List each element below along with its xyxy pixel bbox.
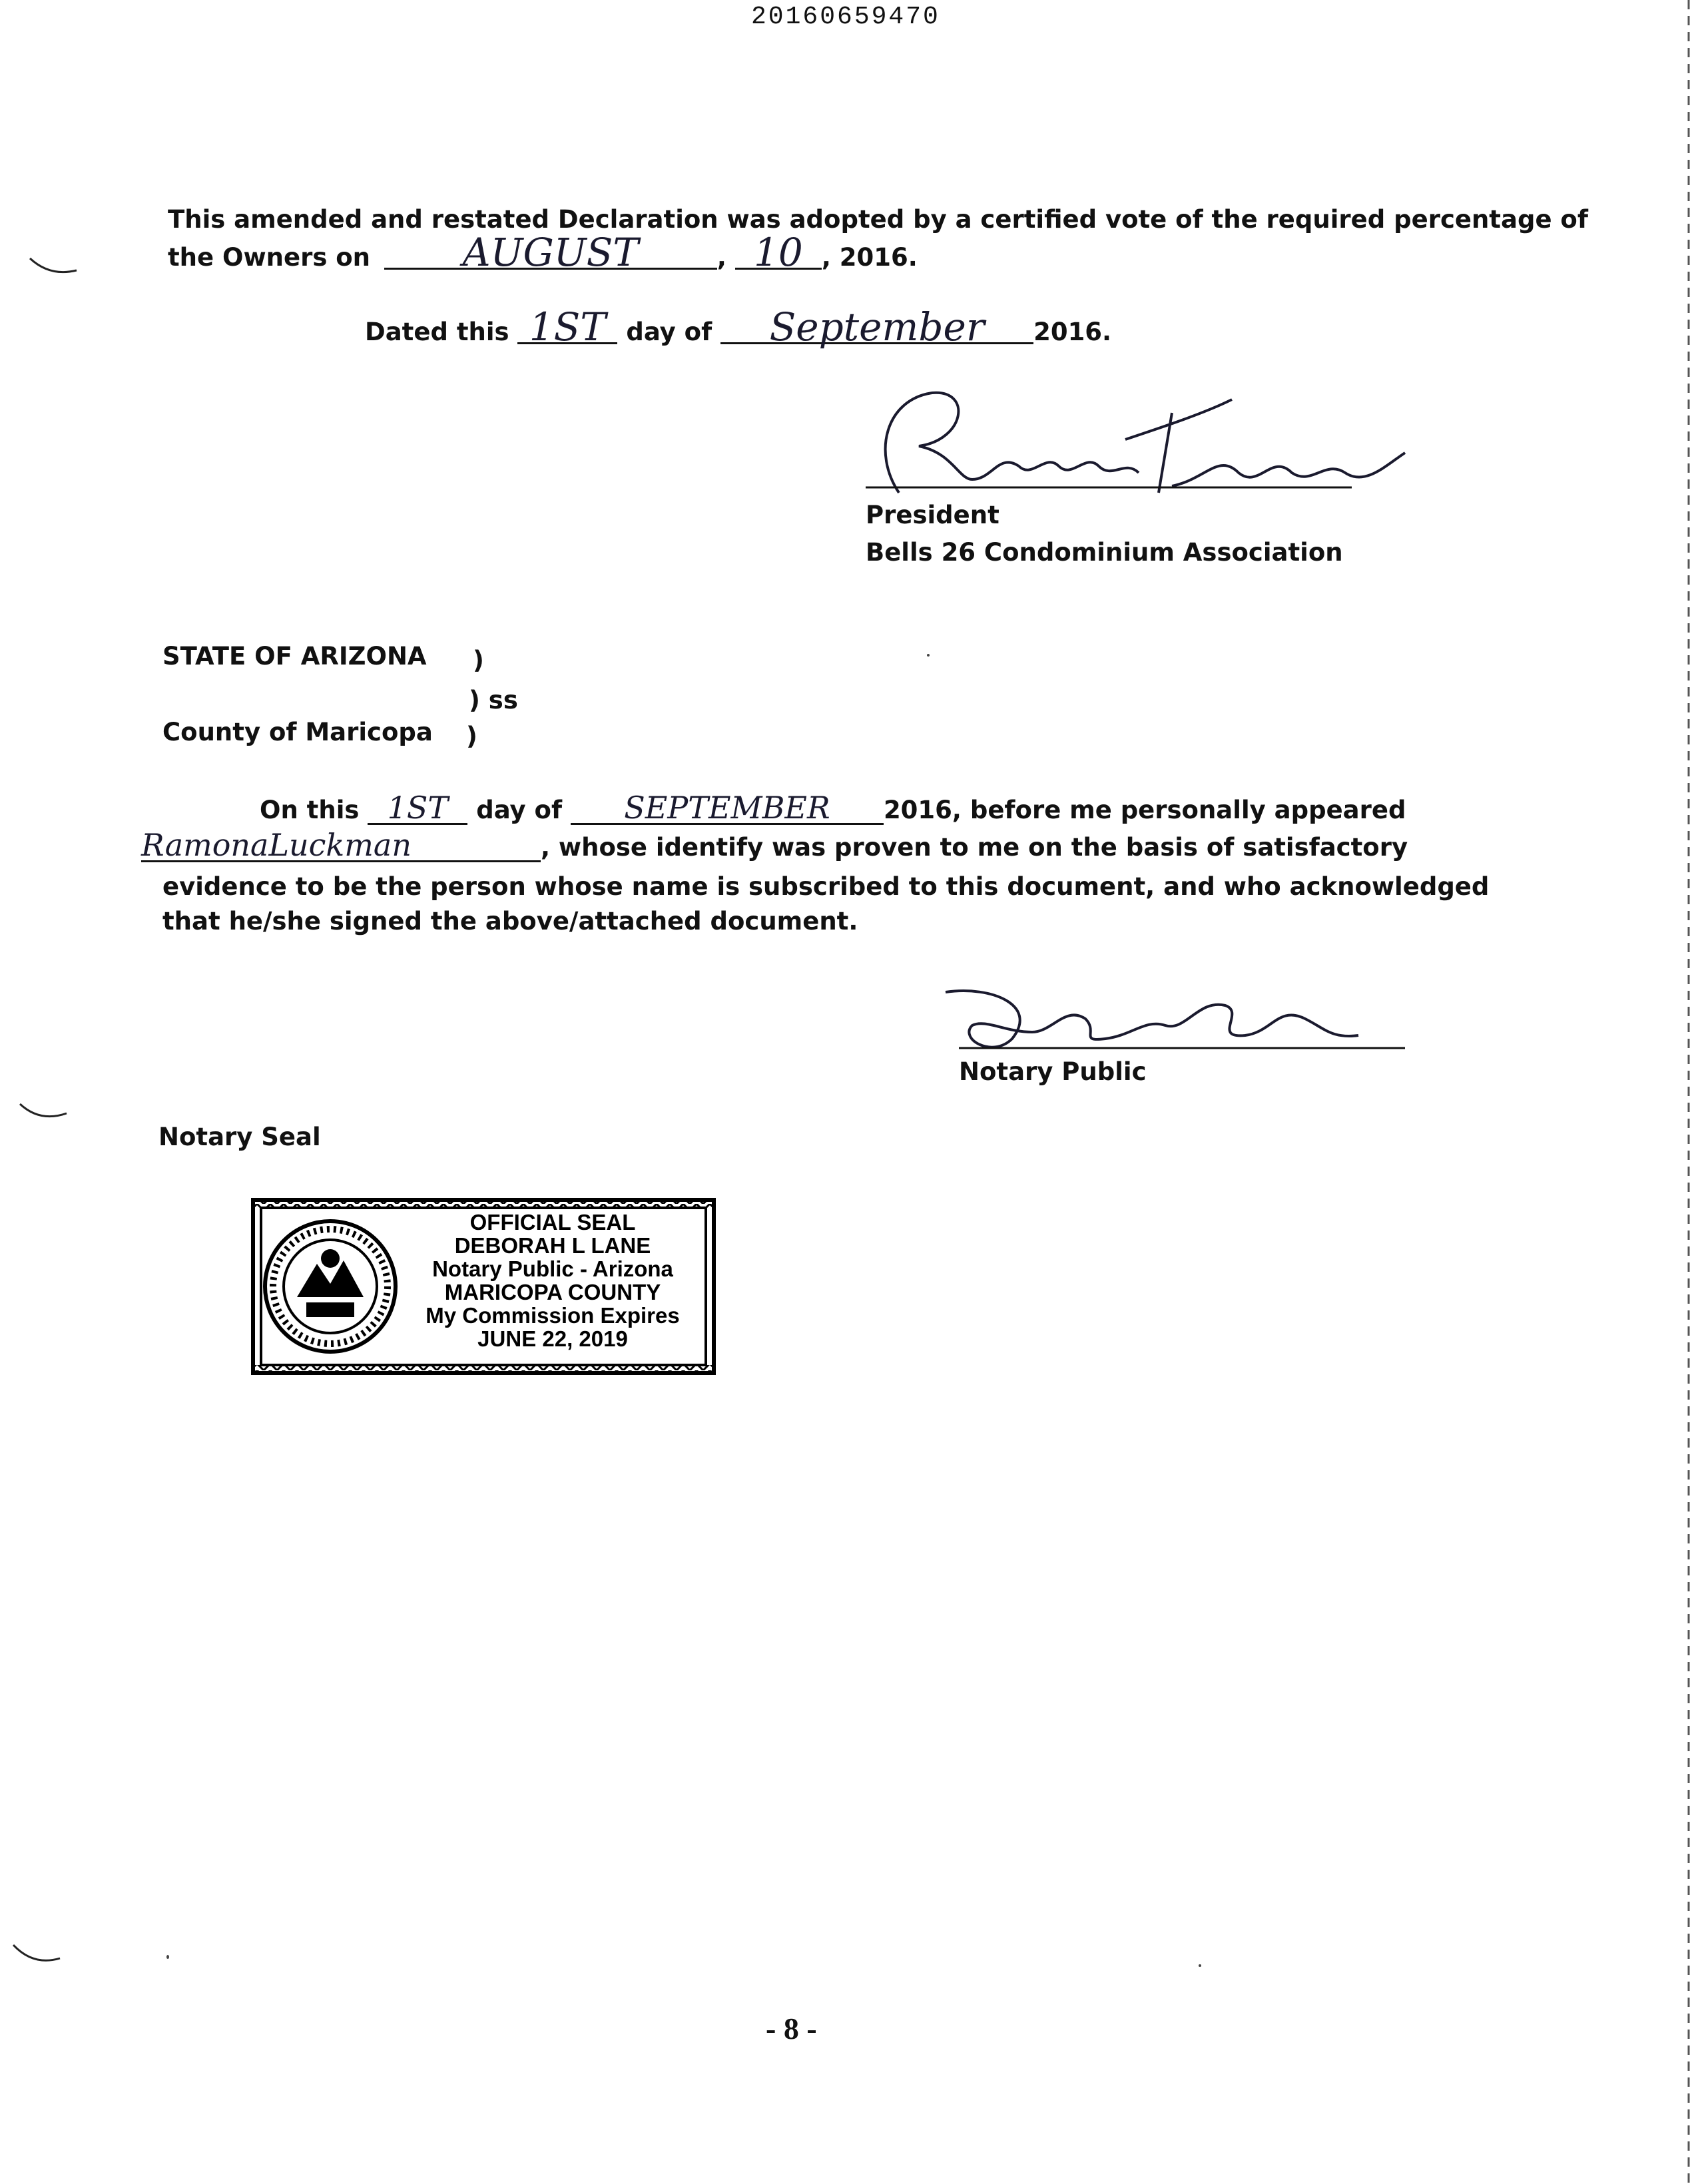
seal-line: DEBORAH L LANE bbox=[454, 1233, 651, 1258]
page-number: - 8 - bbox=[766, 2012, 817, 2046]
handwritten-ack-day: 1ST bbox=[368, 792, 467, 825]
venue-state-paren: ) bbox=[473, 646, 484, 675]
handwritten-adoption-month: AUGUST bbox=[384, 237, 717, 270]
association-name: Bells 26 Condominium Association bbox=[866, 538, 1343, 567]
comma: , bbox=[716, 243, 726, 272]
handwritten-dated-day: 1ST bbox=[517, 312, 617, 344]
ack-line-4: that he/she signed the above/attached document. bbox=[162, 907, 858, 936]
handwritten-adoption-day: 10 bbox=[735, 237, 822, 270]
seal-text bbox=[400, 1211, 706, 1350]
adoption-line-2 bbox=[168, 230, 918, 275]
seal-line: Notary Public - Arizona bbox=[432, 1256, 673, 1281]
day-of-label: day of bbox=[476, 796, 563, 824]
adoption-text: This amended and restated Declaration was adopted by a certified vote of the required percentage of bbox=[168, 205, 1588, 234]
adoption-line-1 bbox=[168, 204, 1588, 236]
notary-seal-label: Notary Seal bbox=[158, 1123, 321, 1151]
handwritten-ack-month: SEPTEMBER bbox=[571, 792, 884, 825]
day-of-label: day of bbox=[626, 318, 712, 346]
dated-year: 2016. bbox=[1033, 318, 1112, 346]
ack-line-2 bbox=[141, 827, 1408, 864]
president-signature bbox=[859, 373, 1418, 506]
venue-county: County of Maricopa bbox=[162, 718, 433, 746]
on-this-label: On this bbox=[260, 796, 360, 824]
margin-mark bbox=[10, 1941, 63, 1968]
page-edge-dashes bbox=[1687, 0, 1690, 2184]
dated-line bbox=[365, 304, 1112, 350]
notary-title: Notary Public bbox=[959, 1057, 1147, 1086]
venue-county-paren: ) bbox=[466, 722, 477, 750]
handwritten-appeared-name: RamonaLuckman bbox=[141, 830, 541, 862]
seal-line: OFFICIAL SEAL bbox=[469, 1210, 636, 1234]
adoption-year: , 2016. bbox=[821, 243, 918, 272]
ack-rest-1: 2016, before me personally appeared bbox=[883, 796, 1406, 824]
scan-speck bbox=[166, 1955, 169, 1959]
margin-mark bbox=[27, 253, 80, 280]
venue-state: STATE OF ARIZONA bbox=[162, 642, 427, 671]
ack-line-1 bbox=[260, 792, 1406, 826]
dated-this-label: Dated this bbox=[365, 318, 509, 346]
venue-ss: ) ss bbox=[469, 686, 518, 714]
ack-rest-2: , whose identify was proven to me on the basis of satisfactory bbox=[541, 833, 1408, 862]
scan-speck bbox=[1199, 1964, 1201, 1967]
seal-line: JUNE 22, 2019 bbox=[477, 1326, 628, 1351]
ack-line-3: evidence to be the person whose name is subscribed to this document, and who acknowledged bbox=[162, 872, 1490, 901]
scan-speck bbox=[927, 654, 930, 657]
owners-on-label: the Owners on bbox=[168, 243, 370, 272]
seal-line: MARICOPA COUNTY bbox=[444, 1280, 661, 1304]
handwritten-dated-month: September bbox=[720, 312, 1033, 344]
margin-mark bbox=[17, 1099, 70, 1125]
president-title: President bbox=[866, 501, 999, 529]
notary-signature bbox=[932, 979, 1412, 1059]
recording-number: 20160659470 bbox=[751, 3, 940, 31]
seal-line: My Commission Expires bbox=[425, 1303, 680, 1328]
